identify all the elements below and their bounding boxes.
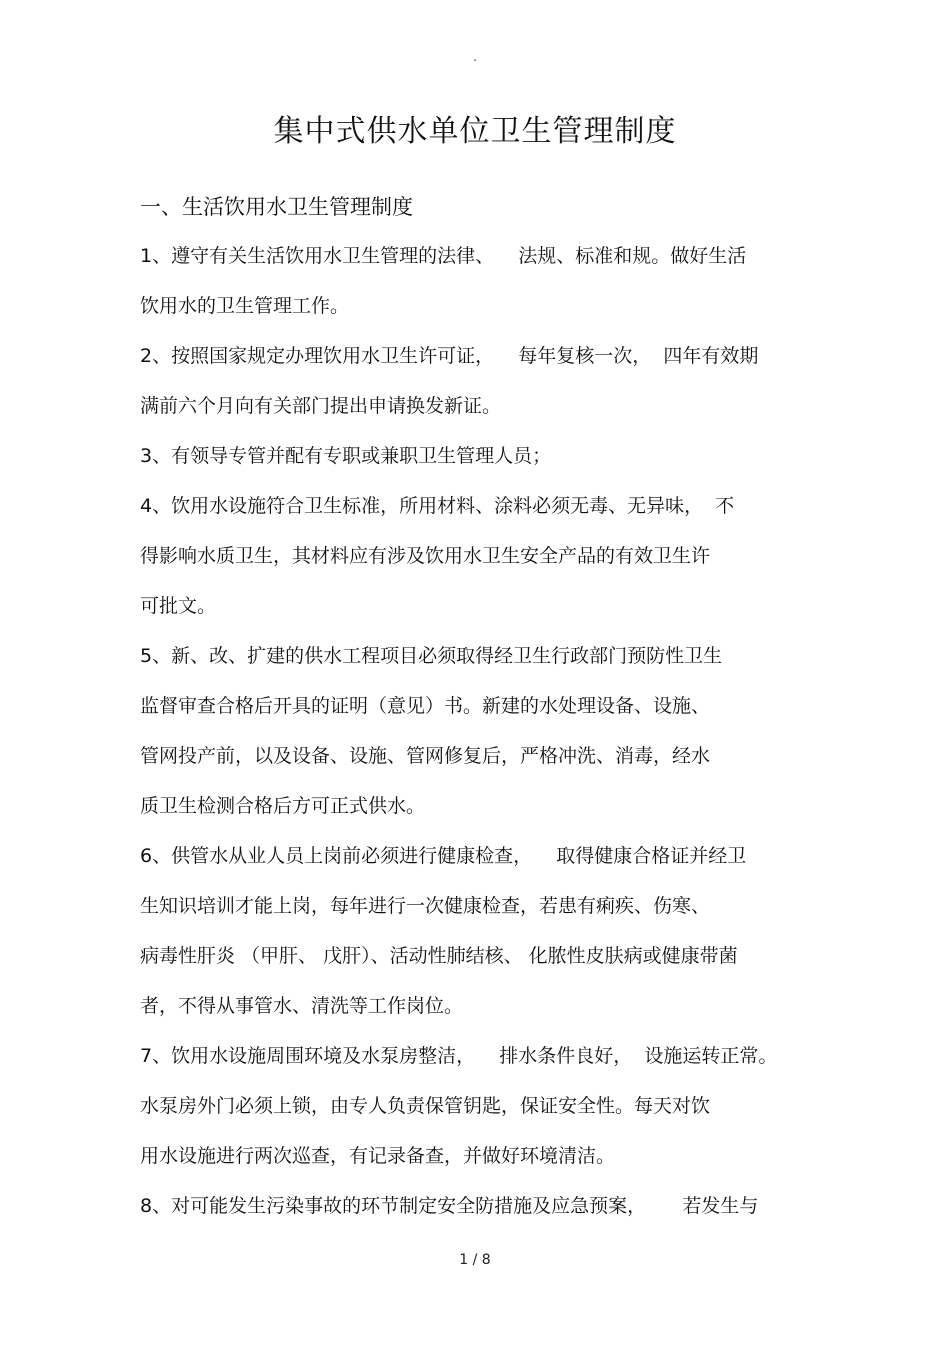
- page-number: 1 / 8: [459, 1252, 491, 1268]
- body-text: [140, 231, 820, 1231]
- section-heading: 一、生活饮用水卫生管理制度: [140, 195, 413, 219]
- text-line: 管网投产前，以及设备、设施、管网修复后，严格冲洗、消毒，经水: [140, 745, 711, 767]
- text-line: 生知识培训才能上岗，每年进行一次健康检查，若患有痢疾、伤寒、: [140, 895, 711, 917]
- text-line: 1、遵守有关生活饮用水卫生管理的法律、 法规、标准和规。做好生活: [140, 245, 747, 267]
- text-line: 饮用水的卫生管理工作。: [140, 295, 350, 317]
- text-line: 5、新、改、扩建的供水工程项目必须取得经卫生行政部门预防性卫生: [140, 645, 723, 667]
- text-line: 3、有领导专管并配有专职或兼职卫生管理人员；: [140, 445, 552, 467]
- text-line: 水泵房外门必须上锁，由专人负责保管钥匙，保证安全性。每天对饮: [140, 1095, 711, 1117]
- text-line: 可批文。: [140, 595, 217, 617]
- text-line: 8、对可能发生污染事故的环节制定安全防措施及应急预案， 若发生与: [140, 1195, 759, 1217]
- text-line: 用水设施进行两次巡查，有记录备查，并做好环境清洁。: [140, 1145, 616, 1167]
- text-line: 者，不得从事管水、清洗等工作岗位。: [140, 995, 464, 1017]
- text-line: 7、饮用水设施周围环境及水泵房整洁， 排水条件良好， 设施运转正常。: [140, 1045, 778, 1067]
- text-line: 质卫生检测合格后方可正式供水。: [140, 795, 426, 817]
- text-line: 4、饮用水设施符合卫生标准，所用材料、涂料必须无毒、无异味， 不: [140, 495, 735, 517]
- text-line: 2、按照国家规定办理饮用水卫生许可证， 每年复核一次， 四年有效期: [140, 345, 759, 367]
- text-line: 病毒性肝炎 （甲肝、 戊肝）、活动性肺结核、 化脓性皮肤病或健康带菌: [140, 945, 738, 967]
- text-line: 监督审查合格后开具的证明（意见）书。新建的水处理设备、设施、: [140, 695, 711, 717]
- text-line: 6、供管水从业人员上岗前必须进行健康检查， 取得健康合格证并经卫: [140, 845, 747, 867]
- document-title: 集中式供水单位卫生管理制度: [273, 114, 677, 149]
- text-line: 得影响水质卫生，其材料应有涉及饮用水卫生安全产品的有效卫生许: [140, 545, 711, 567]
- header-mark: .: [473, 50, 477, 64]
- text-line: 满前六个月向有关部门提出申请换发新证。: [140, 395, 502, 417]
